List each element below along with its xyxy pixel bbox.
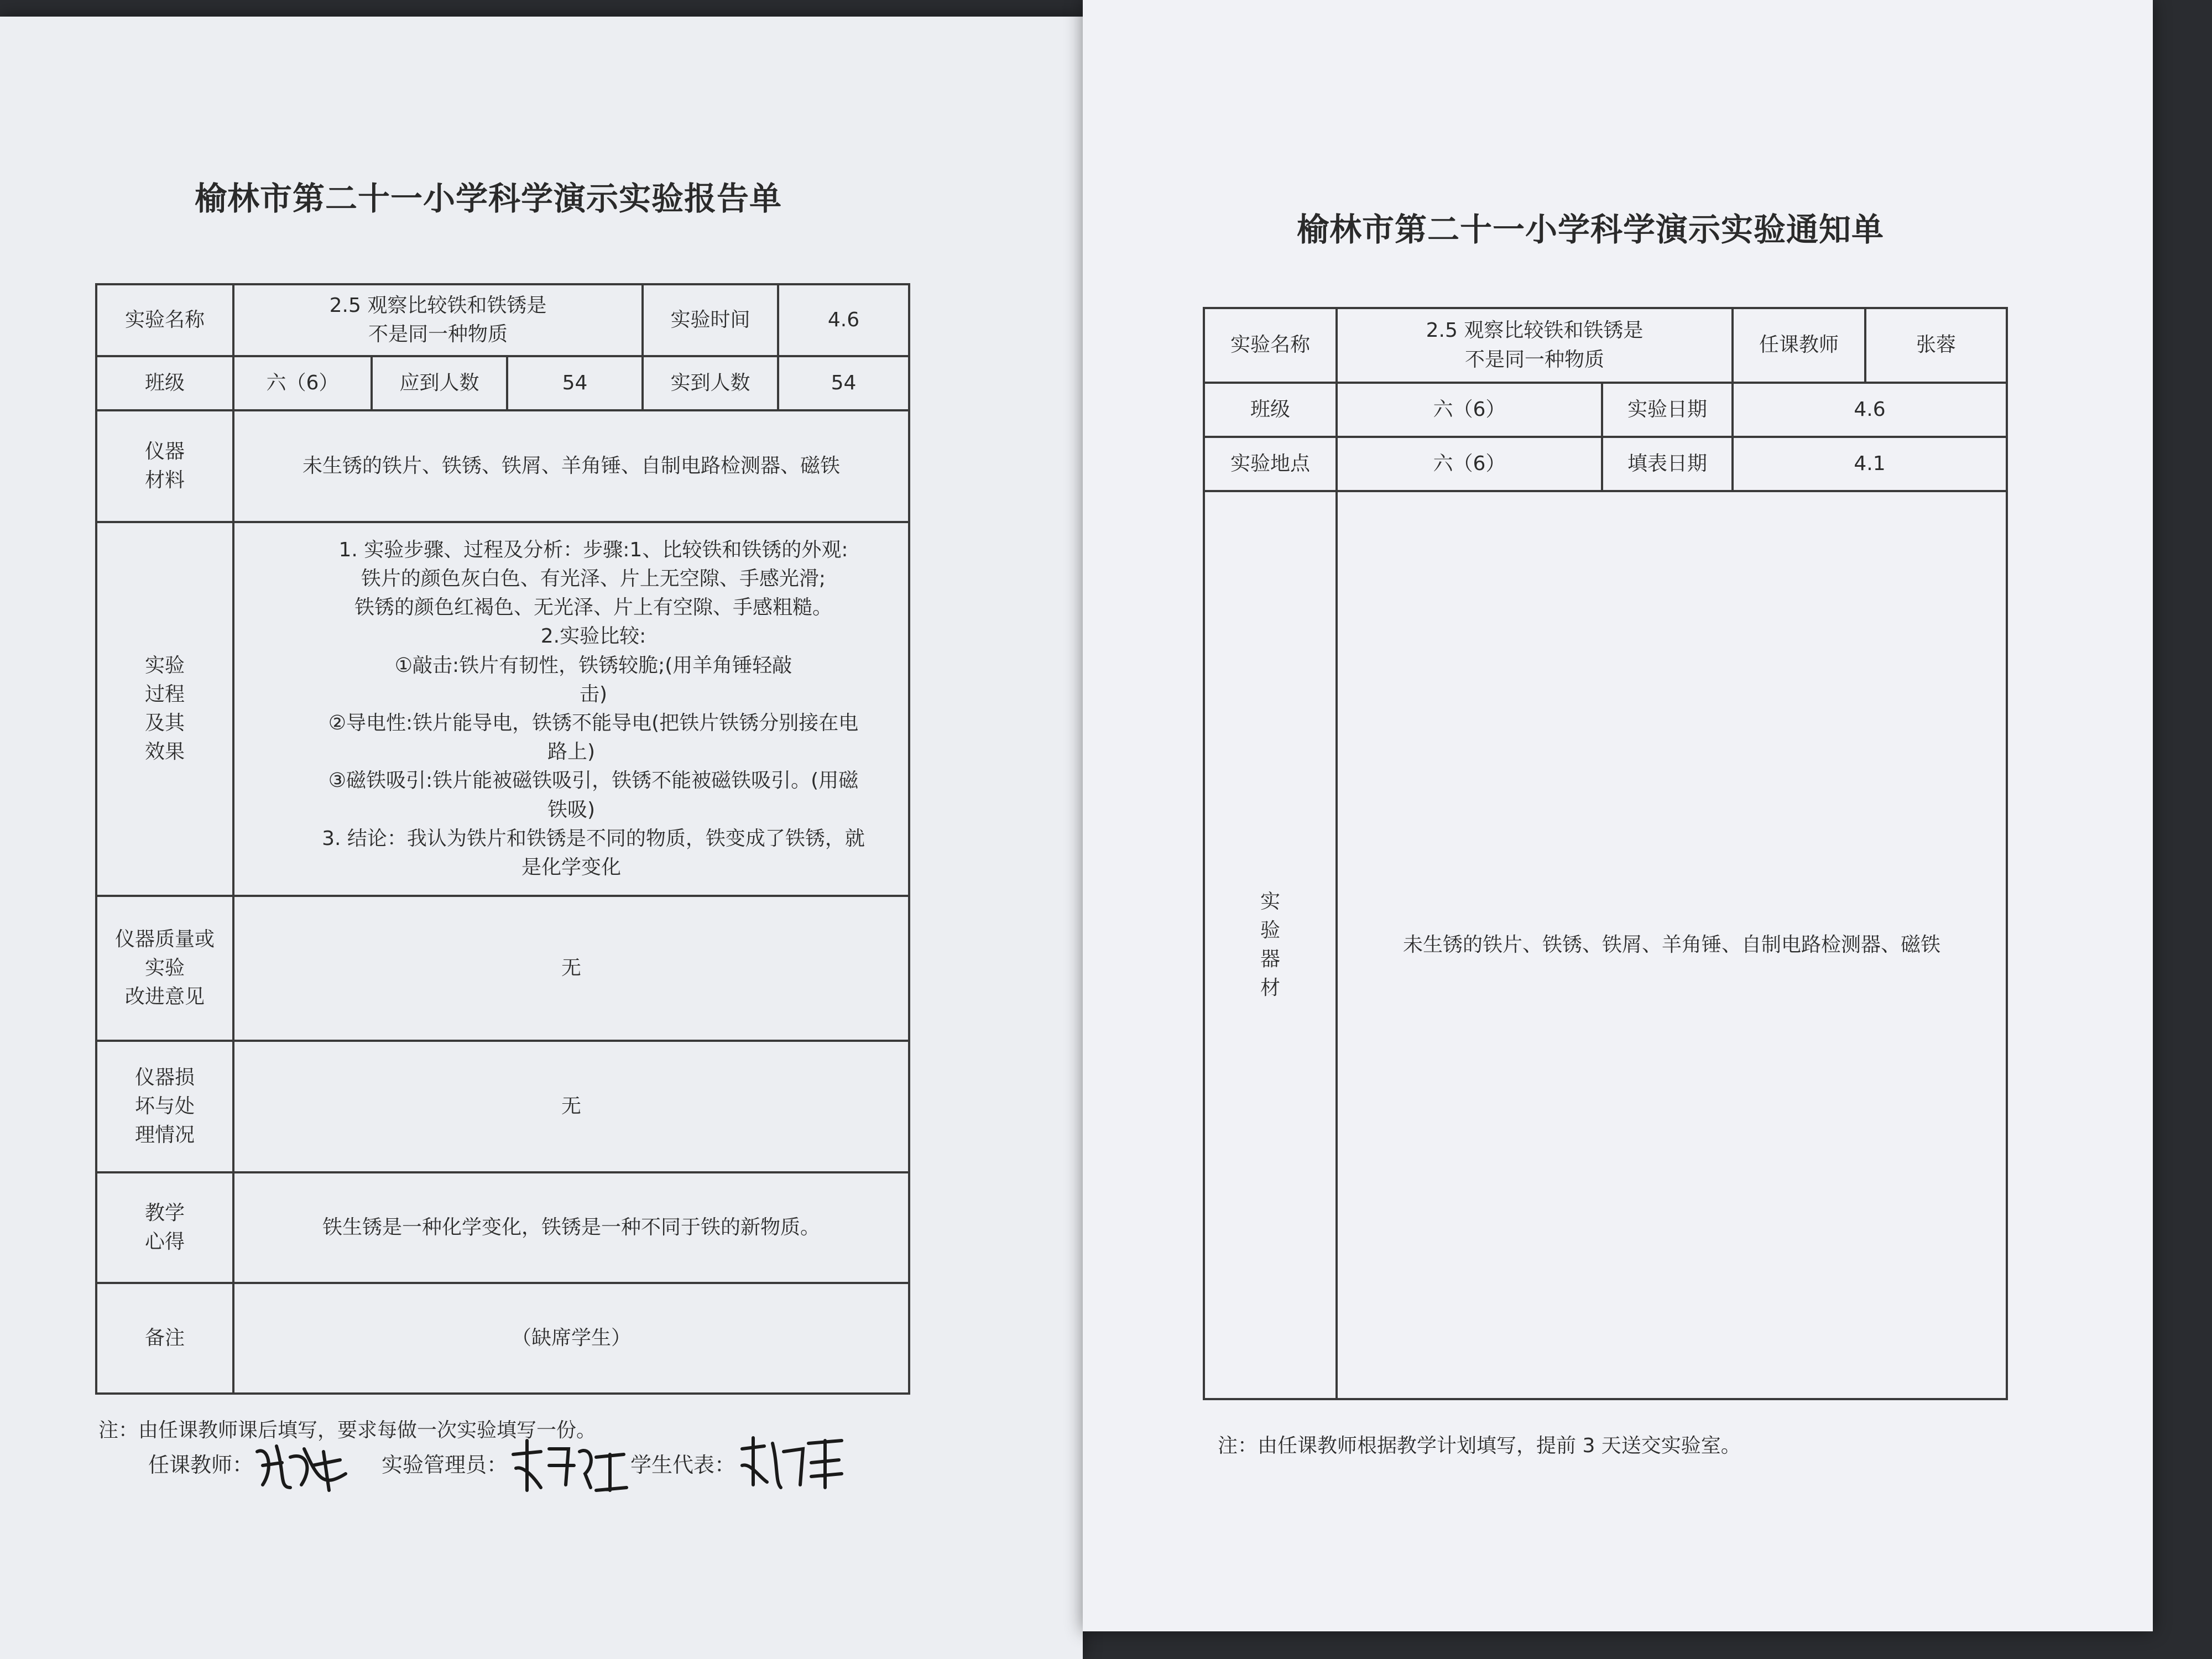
class-value: 六（6） (233, 356, 372, 410)
teacher-signature (252, 1435, 351, 1496)
report-row-damage (96, 1041, 909, 1172)
student-signature (737, 1432, 847, 1493)
student-signature-label: 学生代表： (630, 1453, 736, 1477)
report-table (95, 283, 910, 1395)
report-row-quality (96, 896, 909, 1041)
admin-signature-label: 实验管理员： (382, 1453, 508, 1477)
report-row-teaching (96, 1172, 909, 1283)
quality-label-line-1: 仪器质量或 (114, 927, 215, 951)
experiment-time-label: 实验时间 (643, 284, 778, 356)
notice-title: 榆林市第二十一小学科学演示实验通知单 (1297, 211, 1885, 248)
remark-label: 备注 (96, 1283, 233, 1394)
damage-label-line-1: 仪器损 (134, 1066, 195, 1089)
expected-count-value: 54 (507, 356, 643, 410)
admin-signature (508, 1435, 629, 1496)
quality-label (96, 896, 233, 1041)
process-line: 3. 结论：我认为铁片和铁锈是不同的物质，铁变成了铁锈，就 (322, 827, 865, 850)
experiment-time-value: 4.6 (778, 284, 909, 356)
experiment-name-line-1: 2.5 观察比较铁和铁锈是 (329, 294, 547, 317)
notice-table (1203, 307, 2008, 1400)
notice-equipment-label-line-4: 材 (1260, 977, 1280, 1000)
notice-row-equipment (1204, 491, 2007, 1399)
notice-equipment-label-line-1: 实 (1260, 890, 1280, 913)
remark-value: （缺席学生） (233, 1283, 909, 1394)
process-line: 铁片的颜色灰白色、有光泽、片上无空隙、手感光滑; (361, 567, 826, 591)
notice-class-value: 六（6） (1337, 383, 1602, 437)
notice-experiment-name-value (1337, 308, 1733, 383)
class-label: 班级 (96, 356, 233, 410)
process-line: 击) (579, 682, 608, 706)
process-label-line-2: 过程 (144, 682, 185, 706)
process-line: ③磁铁吸引:铁片能被磁铁吸引，铁锈不能被磁铁吸引。(用磁 (328, 769, 859, 792)
quality-label-line-3: 改进意见 (124, 985, 205, 1009)
process-line: 2.实验比较: (540, 625, 646, 648)
actual-count-value: 54 (778, 356, 909, 410)
notice-row-class (1204, 383, 2007, 437)
report-row-class (96, 356, 909, 410)
process-line: 铁吸) (547, 798, 596, 821)
teaching-label-line-2: 心得 (144, 1230, 185, 1253)
actual-count-label: 实到人数 (643, 356, 778, 410)
notice-teacher-label: 任课教师 (1733, 308, 1865, 383)
notice-equipment-label-line-3: 器 (1260, 948, 1280, 971)
notice-row-name (1204, 308, 2007, 383)
process-label-line-4: 效果 (144, 740, 185, 764)
quality-label-line-2: 实验 (144, 956, 185, 979)
teacher-signature-label: 任课教师： (148, 1453, 254, 1477)
expected-count-label: 应到人数 (372, 356, 507, 410)
notice-row-location (1204, 437, 2007, 491)
notice-teacher-value: 张蓉 (1865, 308, 2007, 383)
equipment-value: 未生锈的铁片、铁锈、铁屑、羊角锤、自制电路检测器、磁铁 (233, 410, 909, 522)
equipment-label-line-2: 材料 (144, 469, 185, 492)
teaching-value: 铁生锈是一种化学变化，铁锈是一种不同于铁的新物质。 (233, 1172, 909, 1283)
notice-equipment-label (1204, 491, 1337, 1399)
quality-value: 无 (233, 896, 909, 1041)
report-sheet (0, 17, 1083, 1659)
notice-experiment-name-line-1: 2.5 观察比较铁和铁锈是 (1426, 319, 1644, 342)
process-line: ①敲击:铁片有韧性，铁锈较脆;(用羊角锤轻敲 (394, 654, 792, 677)
equipment-label-line-1: 仪器 (144, 440, 185, 463)
process-label-line-3: 及其 (144, 712, 185, 734)
report-row-remark (96, 1283, 909, 1394)
process-label (96, 522, 233, 896)
process-value (233, 522, 909, 896)
equipment-label (96, 410, 233, 522)
notice-equipment-label-line-2: 验 (1260, 919, 1280, 942)
notice-class-label: 班级 (1204, 383, 1337, 437)
report-title: 榆林市第二十一小学科学演示实验报告单 (195, 180, 782, 217)
experiment-name-label: 实验名称 (96, 284, 233, 356)
process-line: 是化学变化 (521, 855, 621, 879)
damage-label (96, 1041, 233, 1172)
damage-label-line-3: 理情况 (134, 1124, 195, 1147)
process-line: 路上) (547, 740, 596, 764)
report-note: 注：由任课教师课后填写，要求每做一次实验填写一份。 (98, 1419, 597, 1442)
report-row-process (96, 522, 909, 896)
damage-value: 无 (233, 1041, 909, 1172)
notice-location-label: 实验地点 (1204, 437, 1337, 491)
notice-location-value: 六（6） (1337, 437, 1602, 491)
notice-fill-date-label: 填表日期 (1602, 437, 1733, 491)
notice-fill-date-value: 4.1 (1733, 437, 2007, 491)
notice-date-value: 4.6 (1733, 383, 2007, 437)
report-row-equipment (96, 410, 909, 522)
notice-experiment-name-label: 实验名称 (1204, 308, 1337, 383)
notice-experiment-name-line-2: 不是同一种物质 (1465, 348, 1605, 371)
notice-equipment-value: 未生锈的铁片、铁锈、铁屑、羊角锤、自制电路检测器、磁铁 (1337, 491, 2007, 1399)
experiment-name-value (233, 284, 643, 356)
notice-date-label: 实验日期 (1602, 383, 1733, 437)
notice-sheet (1083, 0, 2153, 1631)
notice-note: 注：由任课教师根据教学计划填写，提前 3 天送交实验室。 (1218, 1434, 1741, 1457)
process-line: ②导电性:铁片能导电，铁锈不能导电(把铁片铁锈分别接在电 (328, 712, 859, 734)
teaching-label-line-1: 教学 (144, 1201, 185, 1224)
process-label-line-1: 实验 (144, 654, 185, 677)
process-line: 1. 实验步骤、过程及分析：步骤:1、比较铁和铁锈的外观: (338, 538, 848, 561)
experiment-name-line-2: 不是同一种物质 (368, 323, 508, 346)
process-line: 铁锈的颜色红褐色、无光泽、片上有空隙、手感粗糙。 (354, 596, 832, 619)
damage-label-line-2: 坏与处 (134, 1094, 195, 1118)
teaching-label (96, 1172, 233, 1283)
report-row-name (96, 284, 909, 356)
